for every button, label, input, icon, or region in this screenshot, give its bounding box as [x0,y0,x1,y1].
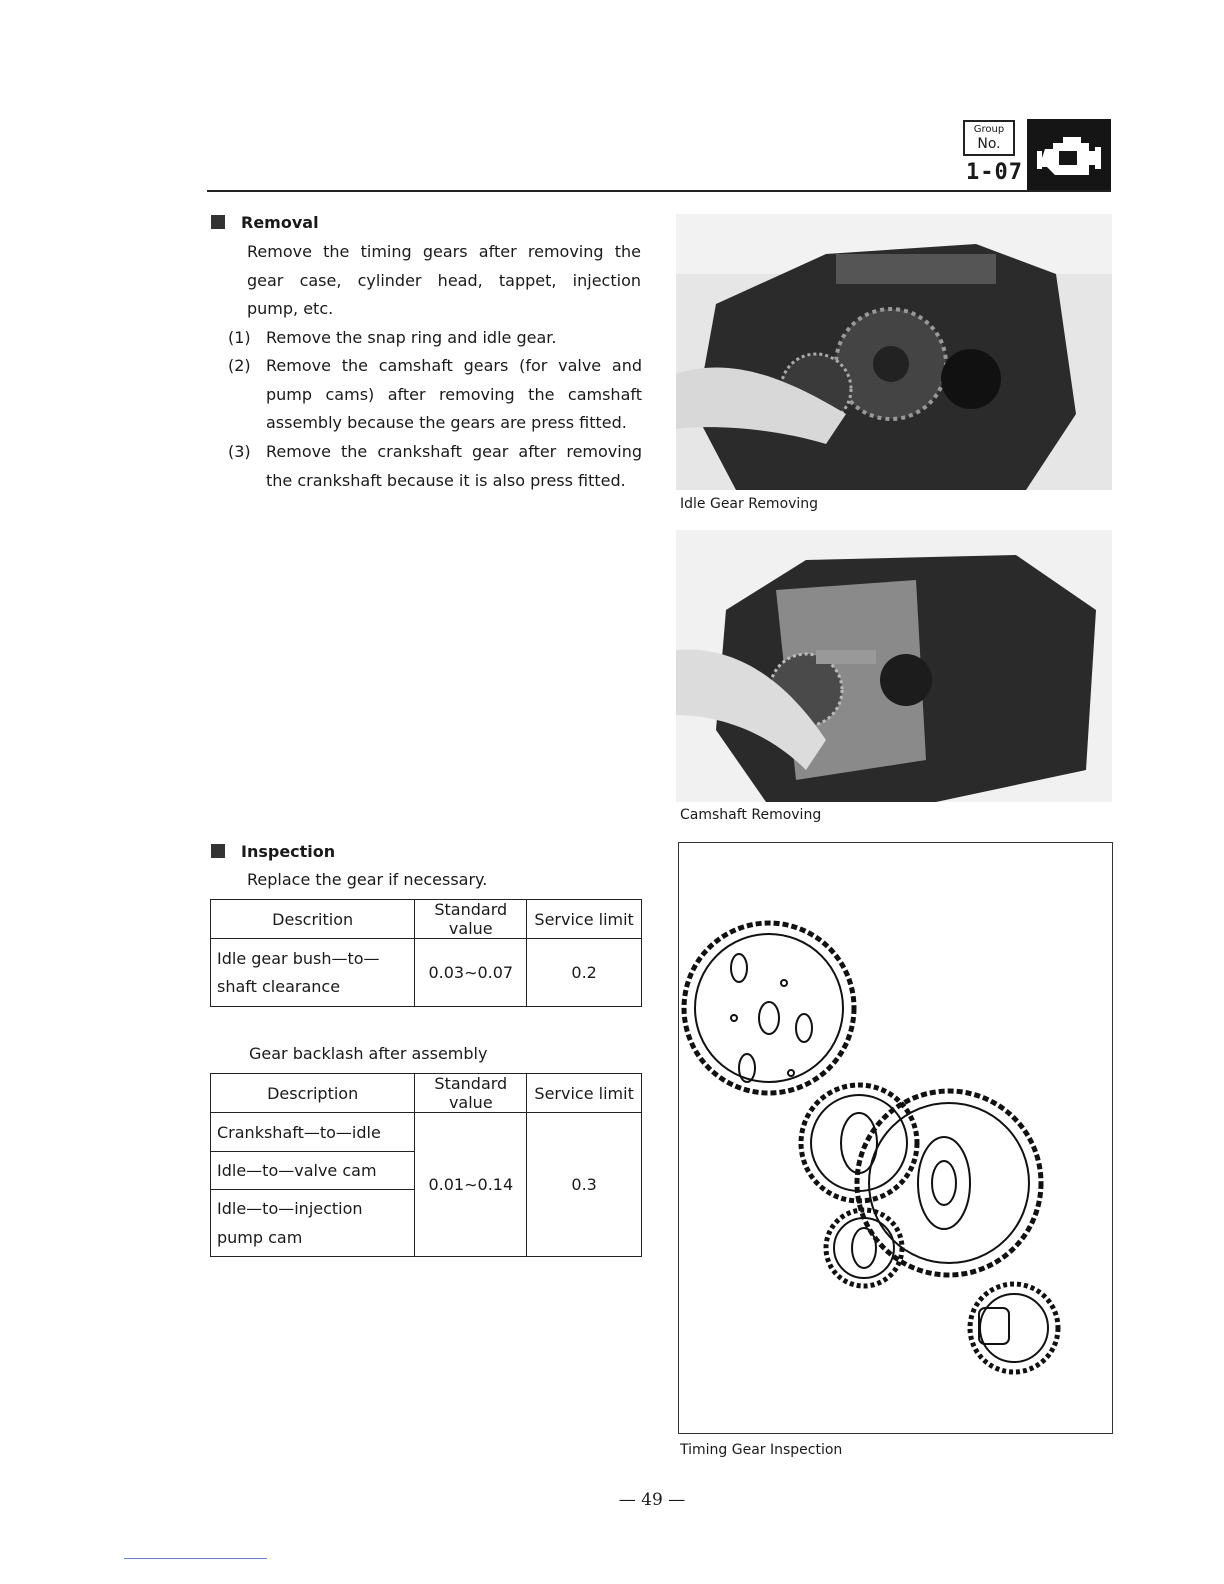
section-bullet-icon [211,844,225,858]
photo2-caption: Camshaft Removing [680,807,822,823]
inspection-title: Inspection [211,842,335,861]
table-cell: Idle—to—valve cam [211,1152,415,1190]
table-header: Descrition [211,900,415,939]
table-cell: Idle—to—injection pump cam [211,1190,415,1257]
backlash-table [210,1073,642,1257]
camshaft-removing-photo [676,530,1112,802]
header-rule [207,190,1111,192]
table-header: Standard value [415,1074,527,1113]
table-cell: Idle gear bush—to— shaft clearance [211,939,415,1007]
removal-intro: Remove the timing gears after removing the gear case, cylinder head, tappet, injection pump, etc. [247,242,641,319]
table-header: Description [211,1074,415,1113]
group-label: Group [973,124,1005,135]
table-cell: Crankshaft—to—idle [211,1113,415,1152]
page-number: — 49 — [618,1490,686,1510]
timing-gear-diagram [678,842,1113,1434]
inspection-intro: Replace the gear if necessary. [247,870,488,889]
clearance-table [210,899,642,1007]
table-cell: 0.01∼0.14 [415,1113,527,1257]
table-header: Standard value [415,900,527,939]
removal-step: (2) Remove the camshaft gears (for valve and pump cams) after removing the camshaft assembly because the gears are press fitted. [228,356,642,433]
table-cell: 0.2 [527,939,642,1007]
table-header: Service limit [527,1074,642,1113]
removal-step: (1) Remove the snap ring and idle gear. [228,328,557,347]
diagram-caption: Timing Gear Inspection [680,1442,843,1458]
idle-gear-removing-photo [676,214,1112,490]
photo1-caption: Idle Gear Removing [680,496,819,512]
removal-step: (3) Remove the crankshaft gear after removing the crankshaft because it is also press fitted. [228,442,642,490]
table-header: Service limit [527,900,642,939]
bottom-divider [124,1558,267,1559]
backlash-title: Gear backlash after assembly [249,1044,488,1063]
table-cell: 0.3 [527,1113,642,1257]
section-bullet-icon [211,215,225,229]
group-no-label: No. [977,136,1001,152]
table-cell: 0.03∼0.07 [415,939,527,1007]
engine-icon [1027,119,1111,191]
removal-title: Removal [211,213,319,232]
group-number: 1-07 [966,160,1023,185]
group-number-box [963,120,1015,156]
